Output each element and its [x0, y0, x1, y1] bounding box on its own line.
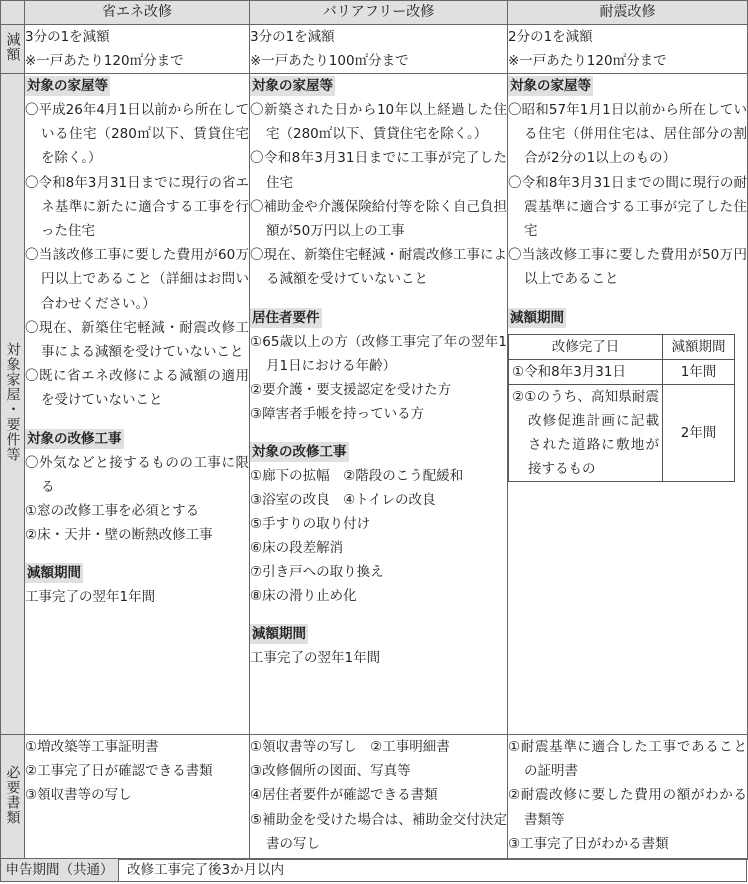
documents-label-cell	[1, 735, 25, 860]
period-length: 1年間	[663, 359, 735, 384]
list-item: ⑥床の段差解消	[250, 540, 344, 557]
list-item: 〇当該改修工事に要した費用が60万円以上であること（詳細はお問い合わせください。）	[25, 247, 249, 312]
reduction-limit: ※一戸あたり120㎡分まで	[25, 53, 184, 69]
requirements-row	[1, 74, 748, 735]
table-row	[509, 359, 735, 384]
section-title: 対象の家屋等	[510, 78, 591, 94]
list-item: ①廊下の拡幅 ②階段のこう配緩和	[250, 468, 464, 485]
list-item: 〇補助金や介護保険給付等を除く自己負担額が50万円以上の工事	[250, 198, 507, 240]
list-item: ④居住者要件が確認できる書類	[250, 787, 438, 804]
requirements-quake	[508, 74, 748, 735]
requirements-energy	[25, 74, 250, 735]
list-item: 〇令和8年3月31日までに現行の省エネ基準に新たに適合する工事を行った住宅	[25, 174, 249, 240]
period-table	[508, 334, 735, 482]
list-item: ①65歳以上の方（改修工事完了年の翌年1月1日における年齢）	[250, 333, 507, 374]
documents-barrier	[250, 735, 508, 860]
footer-text: 改修工事完了後3か月以内	[119, 859, 747, 882]
reduction-energy	[25, 25, 250, 74]
reduction-limit: ※一戸あたり100㎡分まで	[250, 53, 409, 69]
list-item: 〇昭和57年1月1日以前から所在している住宅（併用住宅は、居住部分の割合が2分の1以上のもの）	[508, 102, 747, 167]
list-item: ③工事完了日がわかる書類	[508, 835, 669, 852]
requirements-label-cell	[1, 74, 25, 735]
list-item: ②床・天井・壁の断熱改修工事	[25, 527, 213, 544]
list-item: ⑧床の滑り止め化	[250, 588, 357, 605]
list-item: ①増改築等工事証明書	[25, 739, 159, 755]
reduction-quake	[508, 25, 748, 74]
list-item: ③浴室の改良 ④トイレの改良	[250, 492, 436, 509]
period-text: 工事完了の翌年1年間	[250, 650, 381, 667]
list-item: ⑤補助金を受けた場合は、補助金交付決定書の写し	[250, 811, 507, 852]
section-title: 減額期間	[27, 565, 81, 582]
period-date: ②①のうち、高知県耐震改修促進計画に記載された道路に敷地が接するもの	[509, 384, 663, 481]
list-item: 〇平成26年4月1日以前から所在している住宅（280㎡以下、賃貸住宅を除く。）	[25, 102, 249, 167]
list-item: 〇既に省エネ改修による減額の適用を受けていないこと	[25, 368, 249, 409]
header-barrier-free: バリアフリー改修	[250, 1, 508, 25]
section-title: 居住者要件	[252, 309, 320, 326]
footer-label: 申告期間（共通）	[1, 859, 119, 882]
section-title: 減額期間	[252, 626, 306, 643]
period-table-head-period: 減額期間	[663, 334, 735, 359]
list-item: ①耐震基準に適合した工事であることの証明書	[508, 739, 747, 780]
documents-energy	[25, 735, 250, 860]
list-item: 〇令和8年3月31日までの間に現行の耐震基準に適合する工事が完了した住宅	[508, 174, 747, 240]
corner-cell	[1, 1, 25, 25]
footer-row	[1, 859, 747, 882]
section-title: 対象の改修工事	[27, 430, 122, 447]
list-item: ③領収書等の写し	[25, 787, 132, 804]
list-item: ②耐震改修に要した費用の額がわかる書類等	[508, 787, 747, 828]
requirements-label: 対象家屋・要件等	[4, 342, 21, 462]
list-item: ②要介護・要支援認定を受けた方	[250, 382, 452, 399]
list-item: ①領収書等の写し ②工事明細書	[250, 739, 450, 755]
list-item: 〇令和8年3月31日までに工事が完了した住宅	[250, 150, 507, 191]
footer-table	[0, 858, 747, 882]
reduction-label: 減額	[4, 32, 21, 62]
reduction-label-cell	[1, 25, 25, 74]
section-title: 対象の家屋等	[27, 78, 108, 94]
section-title: 対象の家屋等	[252, 78, 333, 94]
header-row	[1, 1, 748, 25]
header-energy: 省エネ改修	[25, 1, 250, 25]
list-item: ⑤手すりの取り付け	[250, 516, 371, 533]
section-title: 対象の改修工事	[252, 444, 347, 461]
requirements-barrier	[250, 74, 508, 735]
period-length: 2年間	[663, 384, 735, 481]
list-item: 〇現在、新築住宅軽減・耐震改修工事による減額を受けていないこと	[25, 319, 249, 361]
list-item: ②工事完了日が確認できる書類	[25, 763, 213, 780]
table-row	[509, 384, 735, 481]
documents-label: 必要書類	[4, 765, 21, 825]
reduction-amount: 2分の1を減額	[508, 29, 593, 45]
list-item: 〇外気などと接するものの工事に限る	[25, 454, 249, 495]
list-item: ③障害者手帳を持っている方	[250, 406, 425, 423]
documents-row	[1, 735, 748, 860]
reduction-limit: ※一戸あたり120㎡分まで	[508, 53, 667, 69]
list-item: 〇現在、新築住宅軽減・耐震改修工事による減額を受けていないこと	[250, 247, 507, 288]
list-item: ⑦引き戸への取り換え	[250, 564, 384, 581]
period-table-head-date: 改修完了日	[509, 334, 663, 359]
period-date: ①令和8年3月31日	[509, 359, 663, 384]
period-text: 工事完了の翌年1年間	[25, 589, 156, 606]
reduction-amount: 3分の1を減額	[250, 29, 335, 45]
list-item: 〇当該改修工事に要した費用が50万円以上であること	[508, 247, 747, 288]
documents-quake	[508, 735, 748, 860]
header-earthquake: 耐震改修	[508, 1, 748, 25]
section-title: 減額期間	[510, 309, 564, 326]
list-item: 〇新築された日から10年以上経過した住宅（280㎡以下、賃貸住宅を除く。）	[250, 102, 507, 143]
reduction-row	[1, 25, 748, 74]
reduction-barrier	[250, 25, 508, 74]
reduction-amount: 3分の1を減額	[25, 29, 110, 45]
list-item: ①窓の改修工事を必須とする	[25, 503, 200, 520]
list-item: ③改修個所の図面、写真等	[250, 763, 411, 780]
period-table-header	[509, 334, 735, 359]
